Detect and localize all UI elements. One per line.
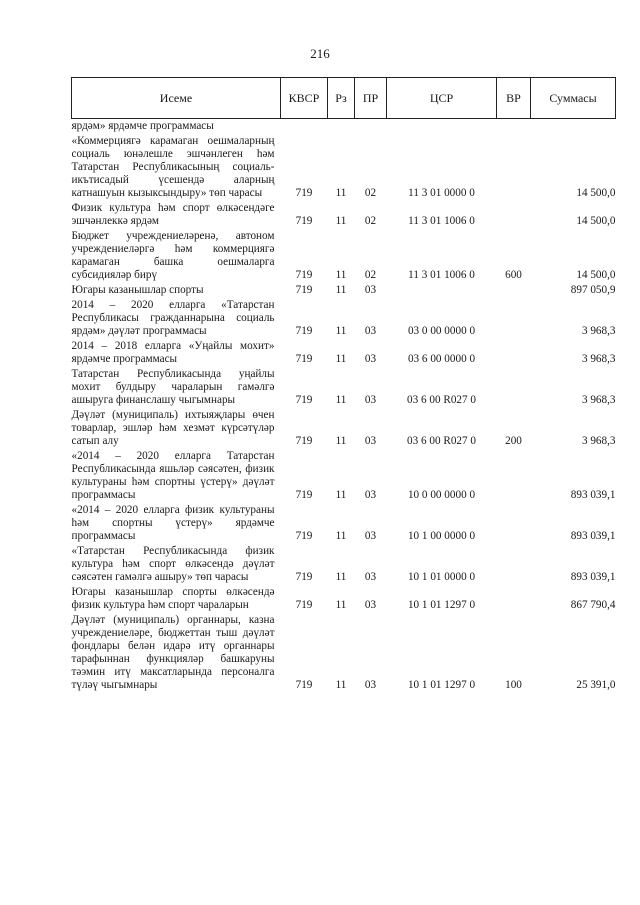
row-vr [497, 448, 531, 502]
row-kvsr [281, 119, 328, 134]
row-csr: 11 3 01 1006 0 [408, 215, 475, 227]
row-name: ярдәм» ярдәмче программасы [71, 120, 214, 132]
row-csr: 11 3 01 0000 0 [408, 187, 475, 199]
column-header-sum: Суммасы [531, 78, 616, 119]
row-rz: 11 [335, 571, 347, 583]
row-csr: 03 0 00 0000 0 [407, 325, 476, 337]
row-rz: 11 [335, 599, 347, 611]
column-header-csr: ЦСР [387, 78, 497, 119]
table-row [72, 119, 616, 134]
row-name: 2014 – 2018 елларга «Уңайлы мохит» ярдәмче программасы [71, 340, 275, 365]
page-number: 216 [310, 46, 330, 61]
row-kvsr: 719 [295, 435, 313, 447]
row-kvsr: 719 [295, 215, 313, 227]
row-pr: 03 [364, 394, 377, 406]
row-sum: 3 968,3 [581, 435, 616, 447]
row-name: Дәүләт (муниципаль) органнары, казна учреждениеләре, бюджеттан тыш дәүләт фондлары белән идарә итү органнары тарафыннан функцияләр башкаруны тәэмин итү максатларында персоналга түләү чыгымнары [71, 614, 275, 691]
column-header-rz: Рз [328, 78, 355, 119]
table-row [72, 448, 616, 502]
row-csr: 10 1 01 1297 0 [407, 679, 476, 691]
table-header-row [72, 78, 616, 119]
row-vr [497, 543, 531, 584]
row-rz: 11 [335, 435, 347, 447]
row-kvsr: 719 [295, 571, 313, 583]
row-vr [497, 133, 531, 200]
row-rz: 11 [335, 394, 347, 406]
row-vr [497, 502, 531, 543]
row-pr: 03 [364, 530, 377, 542]
row-sum: 14 500,0 [576, 215, 616, 227]
row-kvsr: 719 [295, 394, 313, 406]
row-pr: 03 [364, 325, 377, 337]
column-header-pr: ПР [355, 78, 387, 119]
table-row [72, 133, 616, 200]
table-row [72, 407, 616, 448]
row-csr: 10 0 00 0000 0 [407, 489, 476, 501]
table-row [72, 297, 616, 338]
row-csr: 10 1 01 0000 0 [407, 571, 476, 583]
row-vr: 100 [505, 679, 522, 691]
row-pr: 02 [364, 269, 377, 281]
row-name: Физик культура һәм спорт өлкәсендәге эшчәнлеккә ярдәм [71, 202, 275, 227]
row-vr [497, 366, 531, 407]
row-csr [387, 119, 497, 134]
row-rz: 11 [335, 187, 347, 199]
row-sum: 893 039,1 [570, 530, 616, 542]
table-row [72, 338, 616, 366]
row-rz: 11 [335, 679, 347, 691]
row-sum: 3 968,3 [581, 394, 616, 406]
column-header-name: Исеме [72, 78, 281, 119]
row-sum [531, 119, 616, 134]
row-pr [355, 119, 387, 134]
row-rz: 11 [335, 530, 347, 542]
row-kvsr: 719 [295, 353, 313, 365]
table-row [72, 543, 616, 584]
row-kvsr: 719 [295, 269, 313, 281]
table-row [72, 282, 616, 297]
row-pr: 03 [364, 284, 377, 296]
row-sum: 893 039,1 [570, 489, 616, 501]
row-sum: 25 391,0 [576, 679, 616, 691]
table-row [72, 502, 616, 543]
row-sum: 867 790,4 [570, 599, 616, 611]
row-pr: 03 [364, 571, 377, 583]
row-rz: 11 [335, 489, 347, 501]
row-vr [497, 119, 531, 134]
table-row [72, 612, 616, 692]
row-name: «Коммерциягә карамаган оешмаларның социаль юнәлешле эшчәнлеген һәм Татарстан Республикасының социаль-икътисадый үсешендә аларның катнашуын кызыксындыру» төп чарасы [71, 135, 275, 199]
row-vr: 200 [505, 435, 522, 447]
row-csr: 11 3 01 1006 0 [408, 269, 475, 281]
row-sum: 3 968,3 [581, 353, 616, 365]
table-row [72, 200, 616, 228]
row-rz: 11 [335, 325, 347, 337]
row-vr [497, 584, 531, 612]
row-name: «2014 – 2020 елларга Татарстан Республикасында яшьләр сәясәтен, физик культураны һәм спортны үстерү» дәүләт программасы [71, 450, 275, 501]
row-pr: 02 [364, 187, 377, 199]
column-header-kvsr: КВСР [281, 78, 328, 119]
table-row [72, 584, 616, 612]
row-csr: 03 6 00 0000 0 [407, 353, 476, 365]
row-name: «Татарстан Республикасында физик культура һәм спорт өлкәсендә дәүләт сәясәтен гамәлгә ашыру» төп чарасы [71, 545, 275, 583]
row-csr: 03 6 00 R027 0 [407, 394, 476, 406]
row-name: Бюджет учреждениеләренә, автоном учреждениеләргә һәм коммерциягә карамаган башка оешмаларга субсидияләр бирү [71, 230, 275, 281]
row-kvsr: 719 [295, 599, 313, 611]
row-rz: 11 [335, 353, 347, 365]
row-pr: 03 [364, 353, 377, 365]
row-pr: 03 [364, 679, 377, 691]
row-vr [497, 282, 531, 297]
table-row [72, 228, 616, 282]
column-header-vr: ВР [497, 78, 531, 119]
row-sum: 893 039,1 [570, 571, 616, 583]
row-pr: 03 [364, 435, 377, 447]
row-rz: 11 [335, 215, 347, 227]
row-rz: 11 [335, 269, 347, 281]
row-csr: 10 1 01 1297 0 [407, 599, 476, 611]
row-sum: 3 968,3 [581, 325, 616, 337]
row-vr: 600 [505, 269, 522, 281]
row-kvsr: 719 [295, 530, 313, 542]
row-pr: 03 [364, 489, 377, 501]
budget-table [71, 77, 616, 692]
row-sum: 14 500,0 [576, 187, 616, 199]
row-vr [497, 200, 531, 228]
row-sum: 897 050,9 [570, 284, 616, 296]
row-kvsr: 719 [295, 325, 313, 337]
row-pr: 03 [364, 599, 377, 611]
row-kvsr: 719 [295, 679, 313, 691]
row-kvsr: 719 [295, 187, 313, 199]
table-row [72, 366, 616, 407]
row-rz: 11 [335, 284, 347, 296]
row-vr [497, 338, 531, 366]
row-sum: 14 500,0 [576, 269, 616, 281]
row-vr [497, 297, 531, 338]
row-name: «2014 – 2020 елларга физик культураны һәм спортны үстерү» ярдәмче программасы [71, 504, 275, 542]
row-name: 2014 – 2020 елларга «Татарстан Республикасы гражданнарына социаль ярдәм» дәүләт программасы [71, 299, 275, 337]
row-csr: 10 1 00 0000 0 [407, 530, 476, 542]
row-name: Югары казанышлар спорты өлкәсендә физик культура һәм спорт чараларын [71, 586, 275, 611]
row-csr: 03 6 00 R027 0 [407, 435, 476, 447]
row-rz [328, 119, 355, 134]
row-kvsr: 719 [295, 284, 313, 296]
row-kvsr: 719 [295, 489, 313, 501]
row-pr: 02 [364, 215, 377, 227]
row-name: Татарстан Республикасында уңайлы мохит булдыру чараларын гамәлгә ашыруга финанслашу чыгымнары [71, 368, 275, 406]
row-name: Югары казанышлар спорты [71, 284, 204, 296]
row-csr [387, 282, 497, 297]
row-name: Дәүләт (муниципаль) ихтыяҗлары өчен товарлар, эшләр һәм хезмәт күрсәтүләр сатып алу [71, 409, 275, 447]
